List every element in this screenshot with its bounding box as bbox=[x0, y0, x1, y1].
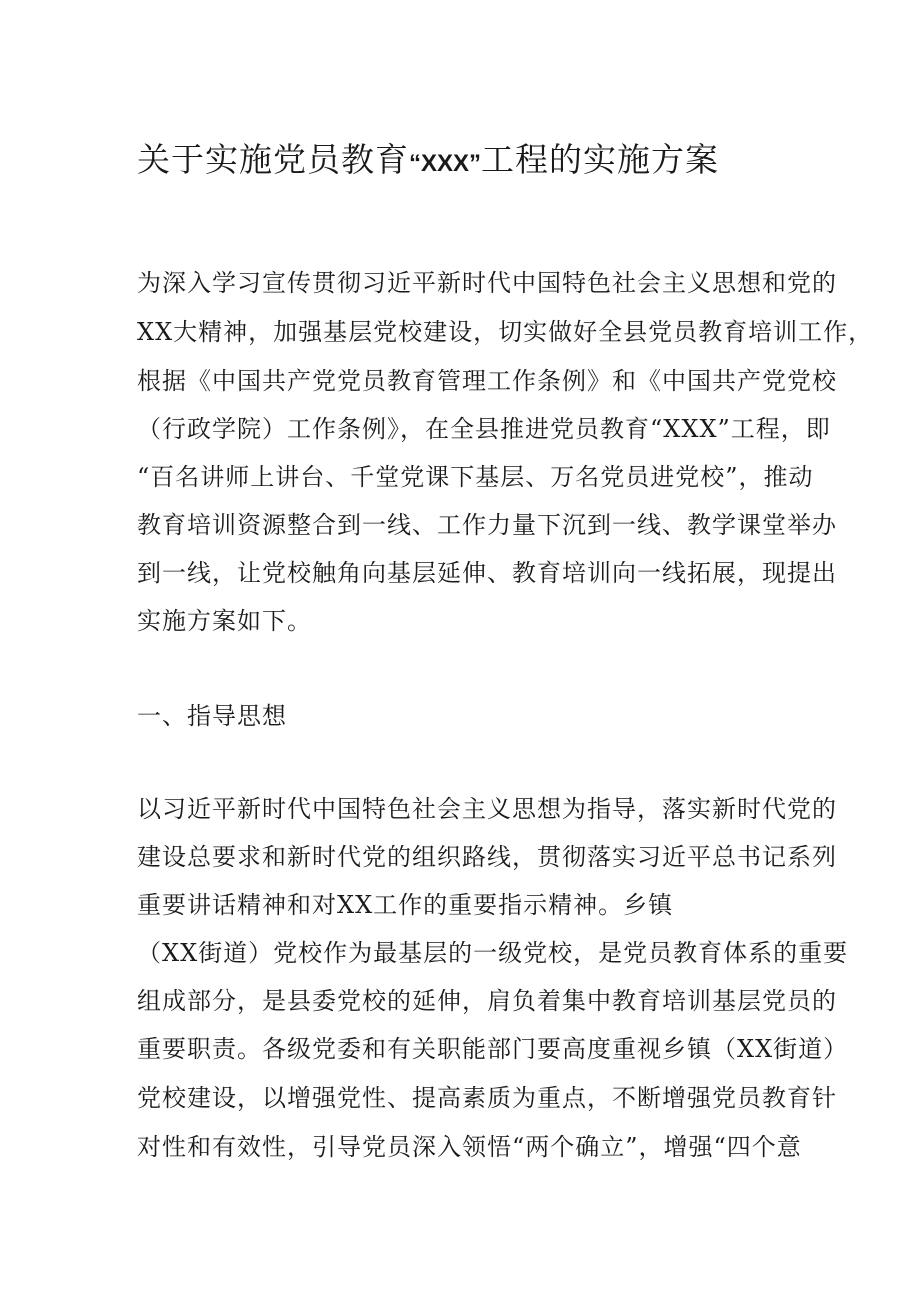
intro-line: （行政学院）工作条例》，在全县推进党员教育“XXX”工程，即 bbox=[137, 415, 831, 443]
title-text-part3: 工程的实施方案 bbox=[481, 140, 720, 179]
intro-line: XX大精神，加强基层党校建设，切实做好全县党员教育培训工作， bbox=[137, 318, 874, 346]
document-title bbox=[137, 140, 719, 184]
section1-line: 组成部分，是县委党校的延伸，肩负着集中教育培训基层党员的 bbox=[137, 987, 837, 1015]
intro-line: “百名讲师上讲台、千堂党课下基层、万名党员进党校”，推动 bbox=[137, 463, 814, 491]
section1-line: 重要讲话精神和对XX工作的重要指示精神。乡镇 bbox=[137, 891, 674, 919]
section1-line: 对性和有效性，引导党员深入领悟“两个确立”，增强“四个意 bbox=[137, 1133, 802, 1161]
intro-line: 到一线，让党校触角向基层延伸、教育培训向一线拓展，现提出 bbox=[137, 559, 837, 587]
intro-line: 为深入学习宣传贯彻习近平新时代中国特色社会主义思想和党的 bbox=[137, 269, 837, 297]
section1-line: 以习近平新时代中国特色社会主义思想为指导，落实新时代党的 bbox=[137, 795, 837, 823]
intro-line: 根据《中国共产党党员教育管理工作条例》和《中国共产党党校 bbox=[137, 367, 837, 395]
title-text-project-name: “XXX” bbox=[409, 150, 482, 177]
section1-line: 党校建设，以增强党性、提高素质为重点，不断增强党员教育针 bbox=[137, 1084, 837, 1112]
title-text-part1: 关于实施党员教育 bbox=[137, 140, 409, 179]
intro-line: 实施方案如下。 bbox=[137, 607, 312, 635]
section1-line: 重要职责。各级党委和有关职能部门要高度重视乡镇（XX街道） bbox=[137, 1035, 849, 1063]
section1-line: （XX街道）党校作为最基层的一级党校，是党员教育体系的重要 bbox=[137, 939, 849, 967]
section-heading-guiding-ideology: 一、指导思想 bbox=[137, 702, 287, 730]
section1-line: 建设总要求和新时代党的组织路线，贯彻落实习近平总书记系列 bbox=[137, 843, 837, 871]
intro-line: 教育培训资源整合到一线、工作力量下沉到一线、教学课堂举办 bbox=[137, 511, 837, 539]
